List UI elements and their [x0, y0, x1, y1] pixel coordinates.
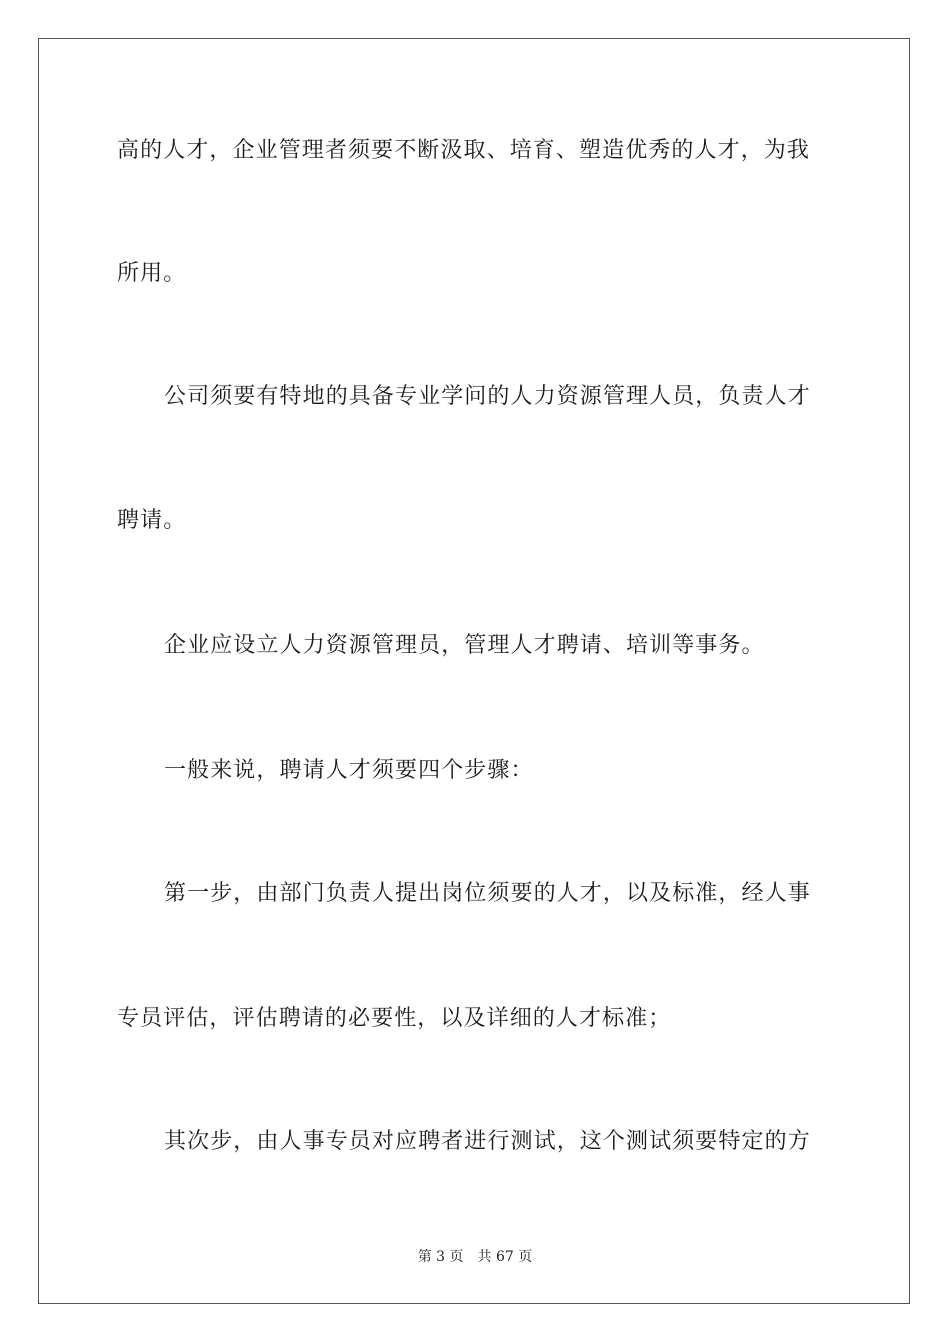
page-number: 第 3 页 — [417, 1249, 464, 1265]
paragraph-start: 第一步，由部门负责人提出岗位须要的人才，以及标准，经人事 — [164, 881, 811, 906]
text-line: 所用。 — [117, 261, 187, 286]
text-line: 聘请。 — [117, 508, 187, 533]
page-footer — [0, 1248, 950, 1266]
page-border — [38, 38, 910, 1304]
paragraph-start: 公司须要有特地的具备专业学问的人力资源管理人员，负责人才 — [164, 384, 811, 409]
page-total: 共 67 页 — [477, 1249, 533, 1265]
text-line: 高的人才，企业管理者须要不断汲取、培育、塑造优秀的人才，为我 — [117, 138, 811, 163]
paragraph-start: 一般来说，聘请人才须要四个步骤： — [164, 758, 534, 783]
paragraph-start: 企业应设立人力资源管理员，管理人才聘请、培训等事务。 — [164, 633, 765, 658]
paragraph-start: 其次步，由人事专员对应聘者进行测试，这个测试须要特定的方 — [164, 1129, 811, 1154]
text-line: 专员评估，评估聘请的必要性，以及详细的人才标准； — [117, 1006, 672, 1031]
